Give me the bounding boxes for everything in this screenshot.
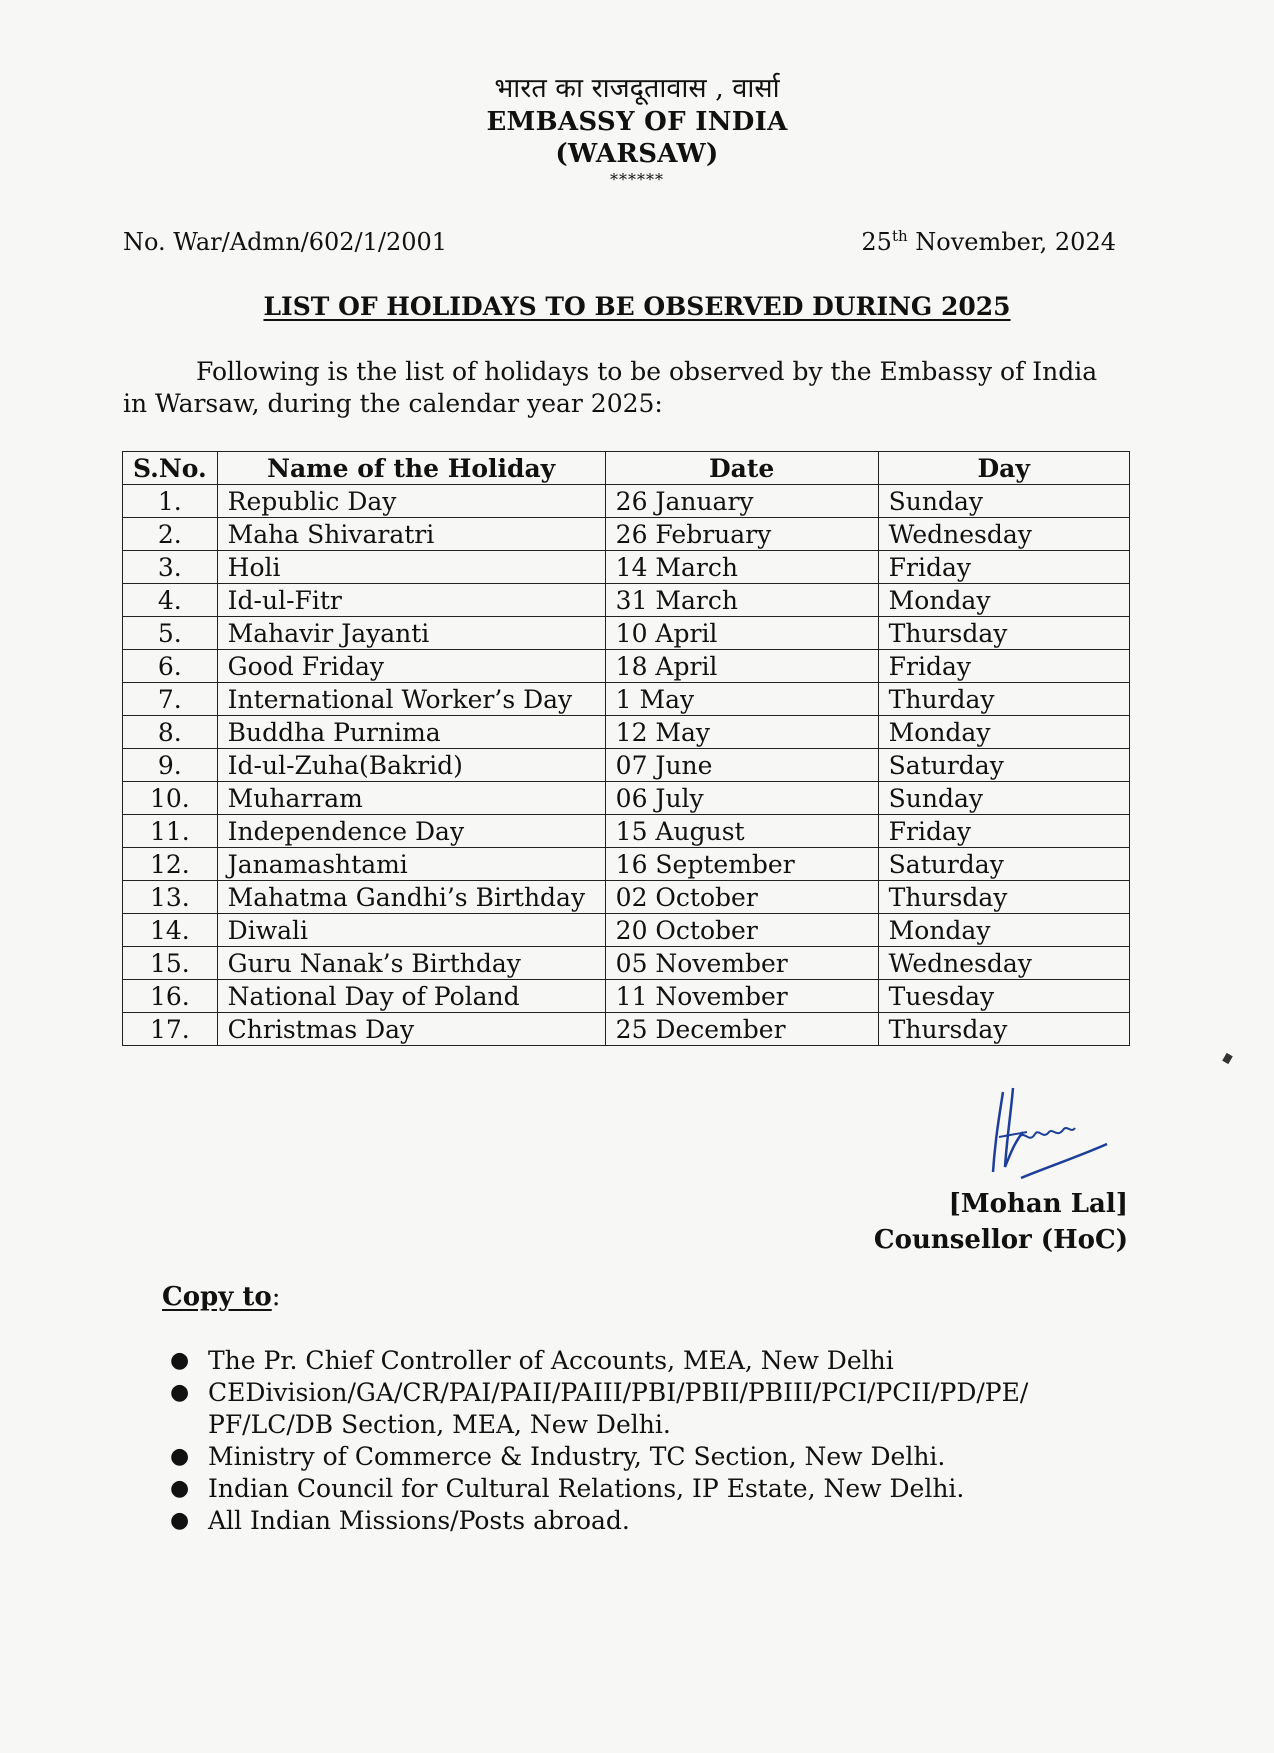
table-row [123,815,1130,848]
cell-sno: 17. [123,1013,218,1046]
table-header-row [123,452,1130,485]
list-item-text: Ministry of Commerce & Industry, TC Section, New Delhi. [208,1442,946,1471]
letterhead [0,72,1274,188]
table-row [123,485,1130,518]
letter-date [861,228,1116,256]
table-row [123,584,1130,617]
cell-holiday-name: Id-ul-Fitr [217,584,605,617]
cell-holiday-name: Christmas Day [217,1013,605,1046]
signatory-name: [Mohan Lal] [948,1189,1128,1219]
cell-date: 1 May [605,683,878,716]
table-row [123,914,1130,947]
cell-holiday-name: National Day of Poland [217,980,605,1013]
table-row [123,782,1130,815]
cell-date: 07 June [605,749,878,782]
signature-icon [985,1082,1115,1192]
cell-sno: 4. [123,584,218,617]
cell-day: Thurday [878,683,1129,716]
table-row [123,947,1130,980]
cell-holiday-name: Id-ul-Zuha(Bakrid) [217,749,605,782]
cell-date: 05 November [605,947,878,980]
cell-date: 06 July [605,782,878,815]
cell-holiday-name: Mahatma Gandhi’s Birthday [217,881,605,914]
scan-speck [1222,1053,1233,1064]
list-item-text: CEDivision/GA/CR/PAI/PAII/PAIII/PBI/PBII/PBIII/PCI/PCII/PD/PE/ PF/LC/DB Section, MEA, New Delhi. [208,1378,1029,1439]
cell-sno: 1. [123,485,218,518]
list-item [162,1473,1112,1505]
cell-day: Monday [878,914,1129,947]
list-item-text: Indian Council for Cultural Relations, IP Estate, New Delhi. [208,1474,965,1503]
table-row [123,650,1130,683]
list-item-text: All Indian Missions/Posts abroad. [208,1506,630,1535]
embassy-name: EMBASSY OF INDIA [486,107,788,137]
signatory-designation: Counsellor (HoC) [873,1225,1128,1255]
header-day: Day [878,452,1129,485]
table-row [123,881,1130,914]
cell-holiday-name: Buddha Purnima [217,716,605,749]
cell-holiday-name: Guru Nanak’s Birthday [217,947,605,980]
table-row [123,617,1130,650]
cell-day: Friday [878,815,1129,848]
cell-sno: 2. [123,518,218,551]
cell-holiday-name: Republic Day [217,485,605,518]
signatory-block [874,1186,1128,1258]
table-row [123,848,1130,881]
table-row [123,1013,1130,1046]
cell-sno: 3. [123,551,218,584]
cell-day: Tuesday [878,980,1129,1013]
cell-day: Sunday [878,485,1129,518]
cell-day: Saturday [878,749,1129,782]
date-suffix: th [891,227,908,245]
cell-date: 16 September [605,848,878,881]
list-item [162,1441,1112,1473]
table-row [123,716,1130,749]
cell-day: Saturday [878,848,1129,881]
date-rest: November, 2024 [907,228,1116,256]
list-item-text: The Pr. Chief Controller of Accounts, MEA, New Delhi [208,1346,894,1375]
list-item [162,1345,1112,1377]
table-row [123,749,1130,782]
date-day: 25 [861,228,892,256]
cell-date: 31 March [605,584,878,617]
header-holiday-name: Name of the Holiday [217,452,605,485]
cell-sno: 11. [123,815,218,848]
cell-date: 25 December [605,1013,878,1046]
cell-day: Friday [878,650,1129,683]
reference-number: No. War/Admn/602/1/2001 [123,228,448,256]
cell-holiday-name: Independence Day [217,815,605,848]
cell-day: Friday [878,551,1129,584]
list-item [162,1377,1112,1441]
table-row [123,980,1130,1013]
cell-date: 26 February [605,518,878,551]
embassy-city: (WARSAW) [555,139,719,169]
document-title: LIST OF HOLIDAYS TO BE OBSERVED DURING 2025 [263,292,1011,321]
list-item [162,1505,1112,1537]
cell-sno: 6. [123,650,218,683]
table-row [123,683,1130,716]
cell-day: Thursday [878,881,1129,914]
holiday-table [122,451,1130,1046]
cell-sno: 15. [123,947,218,980]
cell-sno: 8. [123,716,218,749]
cell-sno: 14. [123,914,218,947]
cell-day: Wednesday [878,947,1129,980]
cell-holiday-name: Maha Shivaratri [217,518,605,551]
bullet-icon: ● [170,1380,190,1405]
cell-day: Monday [878,716,1129,749]
cell-holiday-name: Good Friday [217,650,605,683]
cell-day: Wednesday [878,518,1129,551]
copy-to-list [162,1345,1112,1537]
cell-date: 26 January [605,485,878,518]
cell-holiday-name: Holi [217,551,605,584]
cell-holiday-name: International Worker’s Day [217,683,605,716]
copy-to-heading [162,1282,281,1312]
bullet-icon: ● [170,1476,190,1501]
table-body [123,485,1130,1046]
cell-day: Thursday [878,617,1129,650]
cell-day: Thursday [878,1013,1129,1046]
copy-to-label: Copy to [162,1282,272,1312]
cell-date: 12 May [605,716,878,749]
cell-day: Sunday [878,782,1129,815]
cell-date: 15 August [605,815,878,848]
cell-holiday-name: Muharram [217,782,605,815]
hindi-embassy-name: भारत का राजदूतावास , वार्सा [494,73,780,104]
cell-date: 18 April [605,650,878,683]
cell-sno: 5. [123,617,218,650]
table-row [123,551,1130,584]
bullet-icon: ● [170,1508,190,1533]
cell-date: 10 April [605,617,878,650]
stars-separator: ****** [610,170,664,189]
cell-holiday-name: Diwali [217,914,605,947]
cell-date: 02 October [605,881,878,914]
copy-to-colon: : [271,1282,281,1312]
cell-sno: 12. [123,848,218,881]
cell-sno: 9. [123,749,218,782]
cell-sno: 16. [123,980,218,1013]
cell-day: Monday [878,584,1129,617]
header-sno: S.No. [123,452,218,485]
cell-date: 20 October [605,914,878,947]
cell-sno: 7. [123,683,218,716]
cell-sno: 10. [123,782,218,815]
intro-paragraph: Following is the list of holidays to be observed by the Embassy of India in Warsaw, during the calendar year 2025: [123,357,1098,418]
cell-sno: 13. [123,881,218,914]
bullet-icon: ● [170,1444,190,1469]
cell-holiday-name: Mahavir Jayanti [217,617,605,650]
cell-date: 11 November [605,980,878,1013]
table-row [123,518,1130,551]
header-date: Date [605,452,878,485]
cell-date: 14 March [605,551,878,584]
cell-holiday-name: Janamashtami [217,848,605,881]
bullet-icon: ● [170,1348,190,1373]
